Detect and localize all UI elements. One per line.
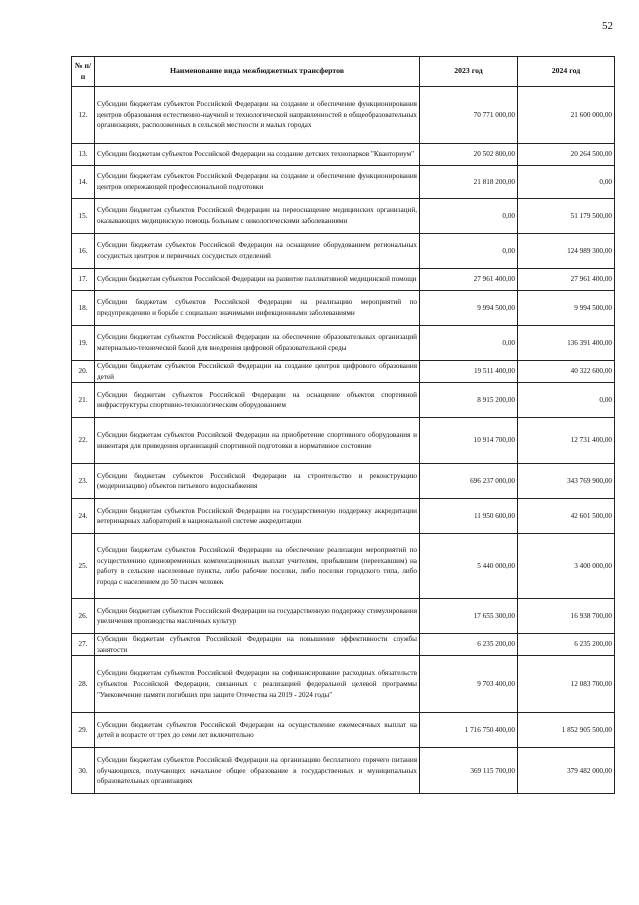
- table-row: [72, 383, 615, 418]
- row-number: 29.: [72, 713, 95, 748]
- table-row: [72, 144, 615, 166]
- table-row: [72, 269, 615, 291]
- transfer-name: Субсидии бюджетам субъектов Российской Федерации на переоснащение медицинских организаций, оказывающих медицинскую помощь больным с онкологическими заболеваниями: [95, 199, 420, 234]
- table-row: [72, 634, 615, 656]
- value-2023: 0,00: [420, 234, 518, 269]
- table-row: [72, 418, 615, 464]
- value-2023: 19 511 400,00: [420, 361, 518, 383]
- row-number: 21.: [72, 383, 95, 418]
- transfer-name: Субсидии бюджетам субъектов Российской Федерации на строительство и реконструкцию (модернизацию) объектов питьевого водоснабжения: [95, 464, 420, 499]
- value-2023: 10 914 700,00: [420, 418, 518, 464]
- value-2024: 21 600 000,00: [518, 87, 615, 144]
- value-2023: 0,00: [420, 199, 518, 234]
- row-number: 17.: [72, 269, 95, 291]
- transfer-name: Субсидии бюджетам субъектов Российской Федерации на оснащение оборудованием региональных сосудистых центров и первичных сосудистых отделений: [95, 234, 420, 269]
- value-2024: 3 400 000,00: [518, 534, 615, 599]
- table-header-row: [72, 57, 615, 87]
- row-number: 16.: [72, 234, 95, 269]
- header-name: Наименование вида межбюджетных трансфертов: [95, 57, 420, 87]
- value-2023: 0,00: [420, 326, 518, 361]
- table-row: [72, 464, 615, 499]
- table-row: [72, 713, 615, 748]
- value-2024: 343 769 900,00: [518, 464, 615, 499]
- row-number: 26.: [72, 599, 95, 634]
- header-num: № п/п: [72, 57, 95, 87]
- transfer-name: Субсидии бюджетам субъектов Российской Федерации на осуществление ежемесячных выплат на детей в возрасте от трех до семи лет включительно: [95, 713, 420, 748]
- row-number: 22.: [72, 418, 95, 464]
- row-number: 13.: [72, 144, 95, 166]
- transfer-name: Субсидии бюджетам субъектов Российской Федерации на создание и обеспечение функционирования центров опережающей профессиональной подготовки: [95, 166, 420, 199]
- row-number: 19.: [72, 326, 95, 361]
- table-row: [72, 656, 615, 713]
- value-2023: 5 440 000,00: [420, 534, 518, 599]
- value-2024: 0,00: [518, 383, 615, 418]
- table-row: [72, 87, 615, 144]
- table-row: [72, 361, 615, 383]
- row-number: 23.: [72, 464, 95, 499]
- value-2023: 696 237 000,00: [420, 464, 518, 499]
- value-2024: 40 322 600,00: [518, 361, 615, 383]
- value-2023: 27 961 400,00: [420, 269, 518, 291]
- value-2024: 12 083 700,00: [518, 656, 615, 713]
- transfer-name: Субсидии бюджетам субъектов Российской Федерации на организацию бесплатного горячего питания обучающихся, получающих начальное общее образование в государственных и муниципальных образовательных организациях: [95, 748, 420, 794]
- value-2024: 6 235 200,00: [518, 634, 615, 656]
- table-row: [72, 234, 615, 269]
- row-number: 28.: [72, 656, 95, 713]
- table-row: [72, 499, 615, 534]
- value-2023: 70 771 000,00: [420, 87, 518, 144]
- row-number: 30.: [72, 748, 95, 794]
- transfer-name: Субсидии бюджетам субъектов Российской Федерации на государственную поддержку аккредитации ветеринарных лабораторий в национальной системе аккредитации: [95, 499, 420, 534]
- value-2023: 369 115 700,00: [420, 748, 518, 794]
- value-2023: 17 655 300,00: [420, 599, 518, 634]
- transfer-name: Субсидии бюджетам субъектов Российской Федерации на развитие паллиативной медицинской помощи: [95, 269, 420, 291]
- value-2023: 20 502 800,00: [420, 144, 518, 166]
- value-2024: 379 482 000,00: [518, 748, 615, 794]
- transfer-name: Субсидии бюджетам субъектов Российской Федерации на приобретение спортивного оборудования и инвентаря для приведения организаций спортивной подготовки в нормативное состояние: [95, 418, 420, 464]
- table-row: [72, 599, 615, 634]
- transfer-name: Субсидии бюджетам субъектов Российской Федерации на создание детских технопарков "Кванториум": [95, 144, 420, 166]
- transfer-name: Субсидии бюджетам субъектов Российской Федерации на создание центров цифрового образования детей: [95, 361, 420, 383]
- value-2023: 6 235 200,00: [420, 634, 518, 656]
- value-2024: 136 391 400,00: [518, 326, 615, 361]
- value-2023: 1 716 750 400,00: [420, 713, 518, 748]
- table-row: [72, 291, 615, 326]
- row-number: 12.: [72, 87, 95, 144]
- transfer-name: Субсидии бюджетам субъектов Российской Федерации на повышение эффективности службы занятости: [95, 634, 420, 656]
- table-row: [72, 748, 615, 794]
- row-number: 27.: [72, 634, 95, 656]
- value-2024: 20 264 500,00: [518, 144, 615, 166]
- transfer-name: Субсидии бюджетам субъектов Российской Федерации на софинансирование расходных обязательств субъектов Российской Федерации, связанных с реализацией федеральной целевой программы "Увековечение памяти погибших при защите Отечества на 2019 - 2024 годы": [95, 656, 420, 713]
- row-number: 20.: [72, 361, 95, 383]
- transfer-name: Субсидии бюджетам субъектов Российской Федерации на оснащение объектов спортивной инфраструктуры спортивно-технологическим оборудованием: [95, 383, 420, 418]
- value-2024: 124 989 300,00: [518, 234, 615, 269]
- value-2024: 12 731 400,00: [518, 418, 615, 464]
- table-row: [72, 534, 615, 599]
- table-row: [72, 166, 615, 199]
- row-number: 18.: [72, 291, 95, 326]
- value-2024: 16 938 700,00: [518, 599, 615, 634]
- row-number: 15.: [72, 199, 95, 234]
- value-2023: 11 950 600,00: [420, 499, 518, 534]
- row-number: 14.: [72, 166, 95, 199]
- value-2023: 9 994 500,00: [420, 291, 518, 326]
- header-2023: 2023 год: [420, 57, 518, 87]
- transfer-name: Субсидии бюджетам субъектов Российской Федерации на реализацию мероприятий по предупреждению и борьбе с социально значимыми инфекционными заболеваниями: [95, 291, 420, 326]
- row-number: 24.: [72, 499, 95, 534]
- value-2024: 9 994 500,00: [518, 291, 615, 326]
- table-row: [72, 199, 615, 234]
- transfer-name: Субсидии бюджетам субъектов Российской Федерации на обеспечение образовательных организаций материально-технической базой для внедрения цифровой образовательной среды: [95, 326, 420, 361]
- table-row: [72, 326, 615, 361]
- transfer-name: Субсидии бюджетам субъектов Российской Федерации на государственную поддержку стимулирования увеличения производства масличных культур: [95, 599, 420, 634]
- value-2024: 0,00: [518, 166, 615, 199]
- transfer-name: Субсидии бюджетам субъектов Российской Федерации на создание и обеспечение функционирования центров образования естественно-научной и технологической направленностей в общеобразовательных организациях, расположенных в сельской местности и малых городах: [95, 87, 420, 144]
- value-2024: 27 961 400,00: [518, 269, 615, 291]
- value-2024: 51 179 500,00: [518, 199, 615, 234]
- value-2023: 21 818 200,00: [420, 166, 518, 199]
- row-number: 25.: [72, 534, 95, 599]
- transfer-name: Субсидии бюджетам субъектов Российской Федерации на обеспечение реализации мероприятий по осуществлению единовременных компенсационных выплат учителям, прибывшим (переехавшим) на работу в сельские населенные пункты, либо рабочие поселки, либо поселки городского типа, либо города с населением до 50 тысяч человек: [95, 534, 420, 599]
- value-2024: 1 852 905 500,00: [518, 713, 615, 748]
- transfers-table: [71, 56, 615, 794]
- value-2023: 9 703 400,00: [420, 656, 518, 713]
- header-2024: 2024 год: [518, 57, 615, 87]
- value-2024: 42 601 500,00: [518, 499, 615, 534]
- value-2023: 8 915 200,00: [420, 383, 518, 418]
- page-number: 52: [602, 20, 613, 32]
